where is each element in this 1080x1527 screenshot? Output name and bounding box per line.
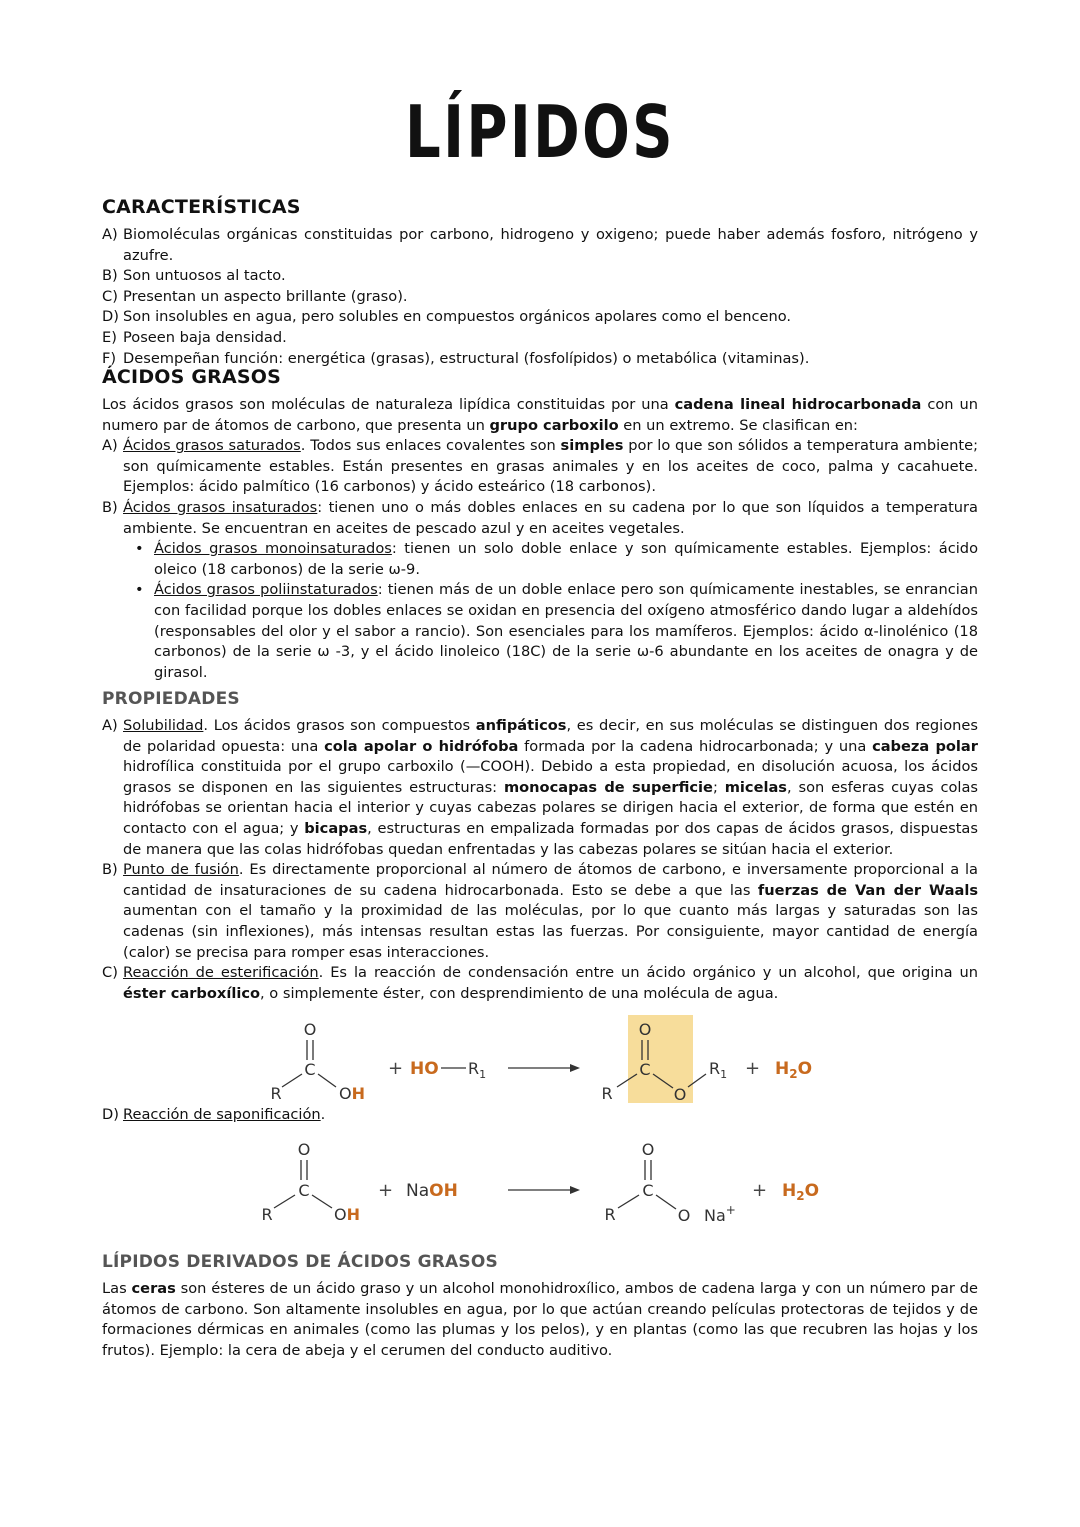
insaturados-item: B) Ácidos grasos insaturados: tienen uno o más dobles enlaces en su cadena por lo que son líquidos a temperatura ambiente. Se encuentran en aceites de pescado azul y en aceites vegetales. <box>102 498 979 537</box>
caracteristicas-list <box>102 225 978 369</box>
bullet-monoinsaturados: • Ácidos grasos monoinsaturados: tienen un solo doble enlace y son químicamente estables. Ejemplos: ácido oleico (18 carbonos) de la serie ω-9. <box>135 540 978 578</box>
list-item: A) Biomoléculas orgánicas constituidas por carbono, hidrogeno y oxigeno; puede haber además fosforo, nitrógeno y azufre. <box>102 226 978 264</box>
salt-oxygen: O <box>677 1206 691 1225</box>
heading-acidos-grasos: ÁCIDOS GRASOS <box>102 366 281 388</box>
saponification-diagram <box>240 1135 840 1230</box>
plus-sign: + <box>745 1058 761 1079</box>
water-product: $H_2O$ <box>775 1059 813 1081</box>
acid-r-group: R <box>261 1205 273 1224</box>
sodium-hydroxide: NaOH <box>406 1181 458 1201</box>
esterificacion-item: C) Reacción de esterificación. Es la reacción de condensación entre un ácido orgánico y un alcohol, que origina un éster carboxílico, o simplemente éster, con desprendimiento de una molécula de agua. <box>102 964 978 1002</box>
list-item: C) Presentan un aspecto brillante (graso). <box>102 287 408 305</box>
list-item: D) Son insolubles en agua, pero solubles en compuestos orgánicos apolares como el benceno. <box>102 308 792 326</box>
fusion-item: B) Punto de fusión. Es directamente proporcional al número de átomos de carbono, e inversamente proporcional a la cantidad de insaturaciones de su cadena hidrocarbonada. Esto se debe a que las fuerzas de Van der Waals aumentan con el tamaño y la proximidad de las moléculas, por lo que cuanto más largas y saturadas son las cadenas (sin inflexiones), más intensas resultan estas las fuerzas. Por consiguiente, mayor cantidad de energía (calor) se precisa para romper esas interacciones. <box>102 861 979 961</box>
plus-sign: + <box>388 1058 404 1079</box>
heading-lipidos-derivados: LÍPIDOS DERIVADOS DE ÁCIDOS GRASOS <box>102 1252 498 1272</box>
ester-oxygen: O <box>673 1085 687 1104</box>
propiedades-section <box>102 716 978 1004</box>
salt-r-group: R <box>604 1205 616 1224</box>
heading-caracteristicas: CARACTERÍSTICAS <box>102 196 301 218</box>
ester-carbon: C <box>639 1060 651 1079</box>
acidos-intro: Los ácidos grasos son moléculas de naturaleza lipídica constituidas por una cadena lineal hidrocarbonada con un numero par de átomos de carbono, que presenta un grupo carboxilo en un extremo. Se clasifican en: <box>102 396 978 434</box>
acidos-section <box>102 395 978 683</box>
acid-carbon: C <box>304 1060 316 1079</box>
acid-carbonyl-o: O <box>297 1140 311 1159</box>
bullet-poliinsaturados: • Ácidos grasos poliinstaturados: tienen más de un doble enlace pero son químicamente inestables, se enrancian con facilidad porque los dobles enlaces se oxidan en presencia del oxígeno atmosférico dando lugar a aldehídos (responsables del olor y el sabor a rancio). Son esenciales para los mamíferos. Ejemplos: ácido α-linolénico (18 carbonos) de la serie ω -3, y el ácido linoleico (18C) de la serie ω-6 abundante en los aceites de onagra y de girasol. <box>135 581 979 681</box>
list-item: F) Desempeñan función: energética (grasas), estructural (fosfolípidos) o metabólica (vitaminas). <box>102 349 810 367</box>
plus-sign: + <box>752 1180 768 1201</box>
salt-carbon: C <box>642 1181 654 1200</box>
salt-carbonyl-o: O <box>641 1140 655 1159</box>
esterification-diagram <box>240 1012 840 1107</box>
saponificacion-item: D) Reacción de saponificación. <box>102 1106 326 1123</box>
plus-sign: + <box>378 1180 394 1201</box>
alcohol-r1: $R_1$ <box>468 1059 487 1081</box>
heading-propiedades: PROPIEDADES <box>102 689 240 709</box>
water-product: $H_2O$ <box>782 1181 820 1203</box>
acid-carbonyl-o: O <box>303 1020 317 1039</box>
sodium-ion: Na+ <box>704 1203 736 1225</box>
alcohol-ho: HO <box>410 1059 439 1079</box>
ester-r-group: R <box>601 1084 613 1103</box>
solubilidad-item: A) Solubilidad. Los ácidos grasos son compuestos anfipáticos, es decir, en sus moléculas se distinguen dos regiones de polaridad opuesta: una cola apolar o hidrófoba formada por la cadena hidrocarbonada; y una cabeza polar hidrofílica constituida por el grupo carboxilo (—COOH). Debido a esta propiedad, en disolución acuosa, los ácidos grasos se disponen en las siguientes estructuras: monocapas de superficie; micelas, son esferas cuyas colas hidrófobas se orientan hacia el interior y cuyas cabezas polares se dirigen hacia el exterior, de forma que estén en contacto con el agua; y bicapas, estructuras en empalizada formadas por dos capas de ácidos grasos, dispuestas de manera que las colas hidrófobas quedan enfrentadas y las cabezas polares se sitúan hacia el exterior. <box>102 717 978 858</box>
page-title: LÍPIDOS <box>405 90 675 174</box>
ester-r1: $R_1$ <box>709 1059 728 1081</box>
acid-r-group: R <box>270 1084 282 1103</box>
acid-hydroxyl-o: OH <box>339 1084 365 1103</box>
ester-carbonyl-o: O <box>638 1020 652 1039</box>
list-item: E) Poseen baja densidad. <box>102 328 287 346</box>
acid-hydroxyl-o: OH <box>334 1205 360 1224</box>
derivados-paragraph: Las ceras son ésteres de un ácido graso y un alcohol monohidroxílico, ambos de cadena larga y con un número par de átomos de carbono. Son altamente insolubles en agua, por lo que actúan creando películas protectoras de tejidos y de formaciones dérmicas en animales (como las plumas y los pelos), y en plantas (como las que recubren las hojas y los frutos). Ejemplo: la cera de abeja y el cerumen del conducto auditivo. <box>102 1280 978 1359</box>
saturados-item: A) Ácidos grasos saturados. Todos sus enlaces covalentes son simples por lo que son sólidos a temperatura ambiente; son químicamente estables. Están presentes en grasas animales y en los aceites de coco, palma y cacahuete. Ejemplos: ácido palmítico (16 carbonos) y ácido esteárico (18 carbonos). <box>102 437 978 496</box>
acid-carbon: C <box>298 1181 310 1200</box>
list-item: B) Son untuosos al tacto. <box>102 267 286 285</box>
